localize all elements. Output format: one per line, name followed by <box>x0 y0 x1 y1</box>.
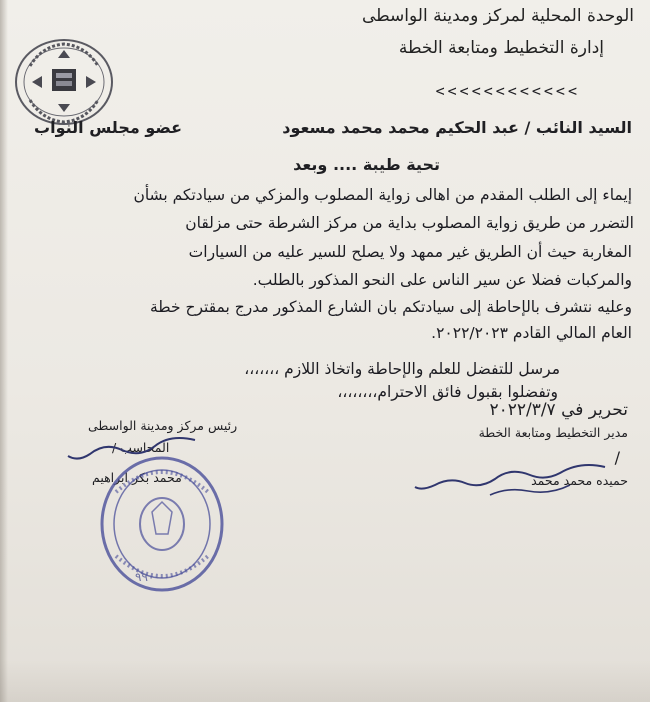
closing-line: وتفضلوا بقبول فائق الاحترام،،،،،،،، <box>337 383 558 401</box>
header-arrows: <<<<<<<<<<<< <box>435 82 580 100</box>
issue-date: تحرير في ٢٠٢٢/٣/٧ <box>489 400 628 420</box>
body-line: المغاربة حيث أن الطريق غير ممهد ولا يصلح للسير عليه من السيارات <box>188 243 632 261</box>
closing-line: مرسل للتفضل للعلم والإحاطة واتخاذ اللازم ،،،،،،، <box>244 360 560 378</box>
body-line: وعليه نتشرف بالإحاطة إلى سيادتكم بان الشارع المذكور مدرج بمقترح خطة <box>149 298 632 316</box>
body-line: التضرر من طريق زواية المصلوب بداية من مركز الشرطة حتى مزلقان <box>185 214 634 232</box>
signer-title-right: مدير التخطيط ومتابعة الخطة <box>478 425 628 440</box>
header-unit-name: الوحدة المحلية لمركز ومدينة الواسطى <box>361 6 634 26</box>
addressee-title: عضو مجلس النواب <box>34 118 183 137</box>
paper-fold-shadow <box>0 660 650 702</box>
signer-title-left: رئيس مركز ومدينة الواسطى <box>88 418 238 433</box>
body-line: العام المالي القادم ٢٠٢٢/٢٠٢٣. <box>431 324 632 342</box>
signer-subtitle-left: المحاسب / <box>112 440 170 455</box>
signer-mark-right: / <box>614 448 620 467</box>
page-shadow <box>0 0 8 702</box>
header-department: إدارة التخطيط ومتابعة الخطة <box>398 38 604 58</box>
body-line: والمركبات فضلا عن سير الناس على النحو المذكور بالطلب. <box>252 271 632 289</box>
handwritten-number: ٩٩٠٠ <box>135 570 161 584</box>
greeting: تحية طيبة .... وبعد <box>293 155 440 174</box>
official-stamp-icon <box>96 452 226 597</box>
body-line: إيماء إلى الطلب المقدم من اهالى زواية المصلوب والمزكي من سيادتكم بشأن <box>133 186 632 204</box>
signer-name-right: حميده محمد محمد <box>531 473 628 488</box>
signer-name-left: محمد بكر ابراهيم <box>92 470 182 485</box>
unit-logo-icon <box>12 36 116 128</box>
addressee-name: السيد النائب / عبد الحكيم محمد محمد مسعود <box>282 118 632 137</box>
